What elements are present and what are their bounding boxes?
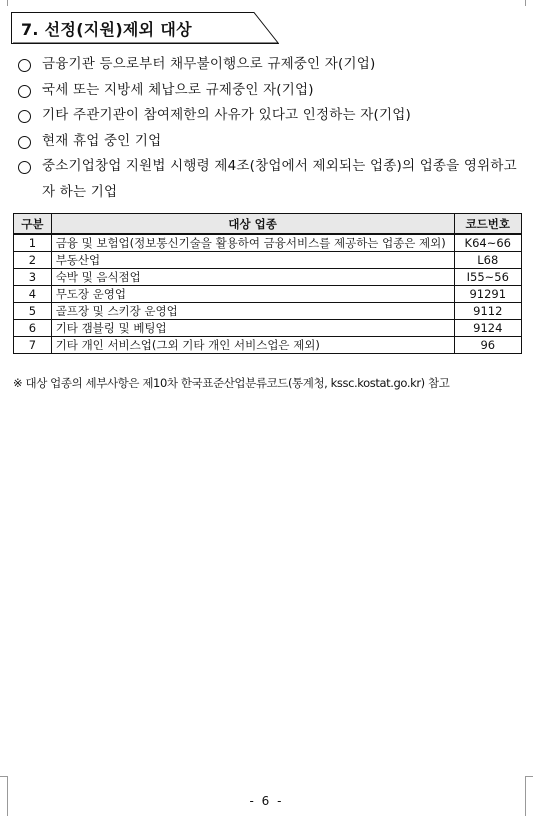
page-number: - 6 - [249,794,284,808]
row-code: K64~66 [454,234,521,252]
row-number: 6 [14,320,52,337]
circle-bullet-icon [18,136,31,149]
list-item-text: 기타 주관기관이 참여제한의 사유가 있다고 인정하는 자(기업) [42,107,411,123]
row-sector: 무도장 운영업 [51,286,454,303]
reference-note: ※ 대상 업종의 세부사항은 제10차 한국표준산업분류코드(통계청, kssc.kostat.go.kr) 참고 [13,376,450,390]
row-code: 9112 [454,303,521,320]
row-number: 2 [14,252,52,269]
row-code: 9124 [454,320,521,337]
row-code: I55~56 [454,269,521,286]
row-sector: 숙박 및 음식점업 [51,269,454,286]
header-code: 코드번호 [454,214,521,235]
row-number: 7 [14,337,52,354]
list-item-text: 중소기업창업 지원법 시행령 제4조(창업에서 제외되는 업종)의 업종을 영위하고자 하는 기업 [42,158,517,200]
list-item-text: 국세 또는 지방세 체납으로 규제중인 자(기업) [42,81,314,98]
table-header-row [14,214,522,235]
row-number: 3 [14,269,52,286]
circle-bullet-icon [18,161,31,174]
row-number: 4 [14,286,52,303]
table-row [14,286,522,303]
row-sector: 기타 갬블링 및 베팅업 [51,320,454,337]
header-number: 구분 [14,214,52,235]
row-sector: 골프장 및 스키장 운영업 [51,303,454,320]
list-item [18,103,526,129]
list-item [18,129,526,155]
crop-mark [7,0,18,6]
row-code: 91291 [454,286,521,303]
section-title: 7. 선정(지원)제외 대상 [21,20,192,39]
crop-mark [525,776,533,787]
table-row [14,337,522,354]
crop-mark [515,0,526,6]
circle-bullet-icon [18,59,31,72]
list-item [18,154,526,205]
section-heading [11,12,279,44]
table-row [14,320,522,337]
row-sector: 금융 및 보험업(정보통신기술을 활용하여 금융서비스를 제공하는 업종은 제외) [51,234,454,252]
table-row [14,303,522,320]
table-row [14,234,522,252]
row-code: 96 [454,337,521,354]
row-code: L68 [454,252,521,269]
list-item [18,52,526,78]
excluded-sectors-table [13,213,522,354]
circle-bullet-icon [18,110,31,123]
exclusion-list [18,52,526,205]
table-row [14,269,522,286]
header-sector: 대상 업종 [51,214,454,235]
row-number: 1 [14,234,52,252]
row-number: 5 [14,303,52,320]
circle-bullet-icon [18,85,31,98]
row-sector: 부동산업 [51,252,454,269]
table-row [14,252,522,269]
list-item-text: 금융기관 등으로부터 채무불이행으로 규제중인 자(기업) [42,56,376,72]
list-item-text: 현재 휴업 중인 기업 [42,132,162,149]
row-sector: 기타 개인 서비스업(그외 기타 개인 서비스업은 제외) [51,337,454,354]
list-item [18,78,526,104]
